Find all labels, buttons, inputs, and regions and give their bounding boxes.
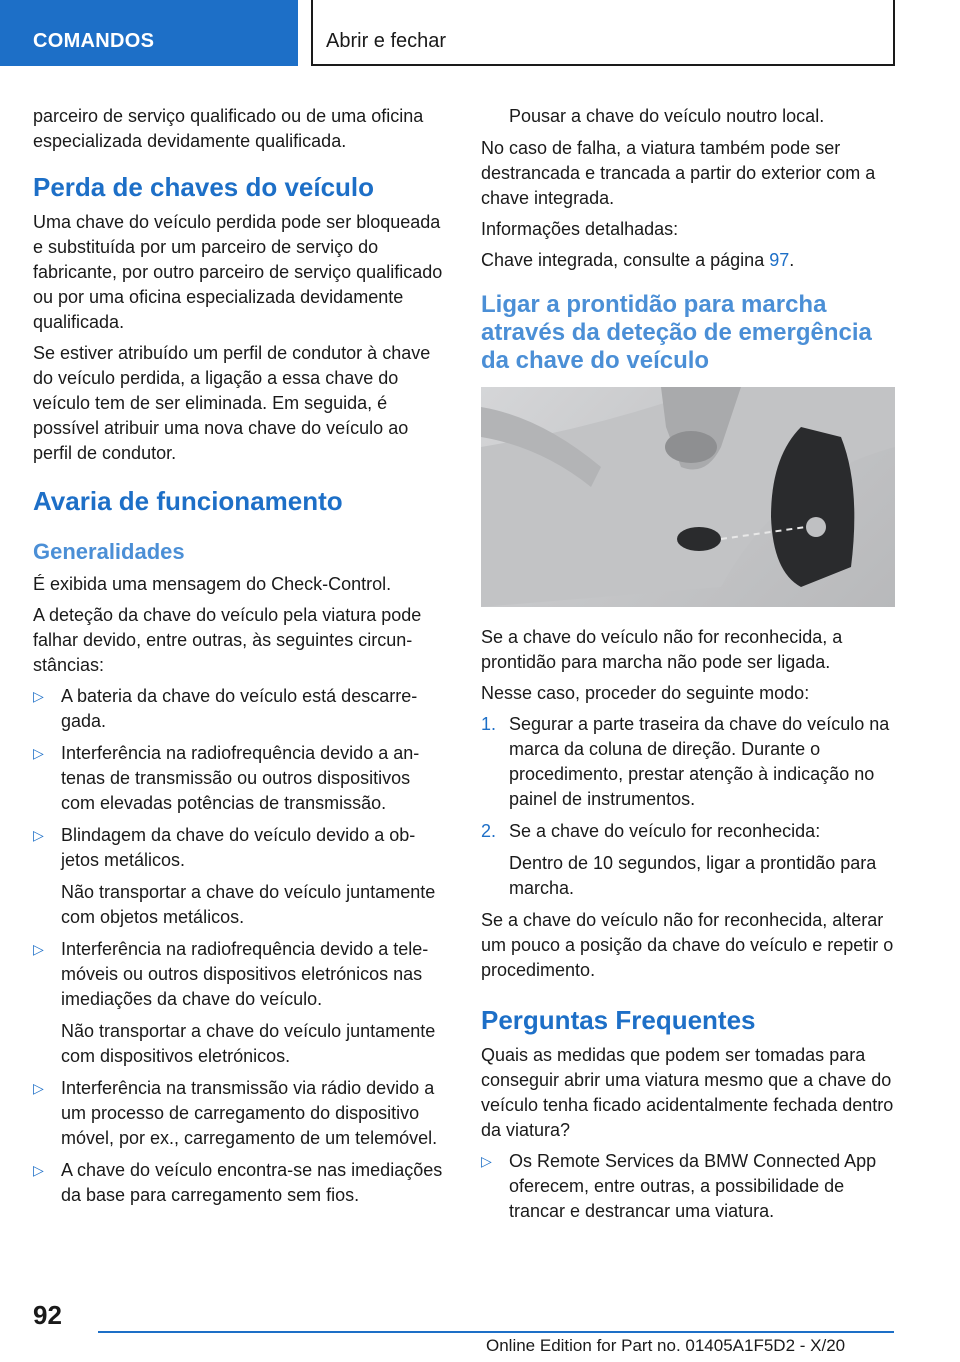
list-item: ▷ Os Remote Services da BMW Connected App oferecem, entre outras, a possibilidade de trancar e destrancar uma viatura. [481,1151,877,1221]
list-item: ▷ Interferência na radiofrequência devido a telemóveis ou outros dispositivos eletrónicos nas imediações da chave do veículo. [33,939,429,1009]
step-item: 2. Se a chave do veículo for reconhecida: [481,819,895,844]
emergency-paragraph-2: Nesse caso, proceder do seguinte modo: [481,683,810,703]
section-label: COMANDOS [33,30,155,52]
step-number: 2. [481,821,497,841]
list-item-continuation: Não transportar a chave do veículo juntamente com dispositivos eletrónicos. [61,1021,436,1066]
list-item-continuation: Pousar a chave do veículo noutro local. [509,106,825,126]
triangle-bullet-icon: ▷ [33,941,44,957]
heading-faq: Perguntas Frequentes [481,1005,756,1035]
info-paragraph: Informações detalhadas: [481,219,679,239]
photo-illustration [481,387,895,607]
triangle-bullet-icon: ▷ [481,1153,492,1169]
intro-paragraph: parceiro de serviço qualificado ou de uma oficina especializada devidamente qualificada. [33,106,424,151]
general-paragraph-1: É exibida uma mensagem do Check-Control. [33,574,392,594]
emergency-paragraph-1: Se a chave do veículo não for reconhecida, a prontidão para marcha não pode ser ligada. [481,627,843,672]
page-link[interactable]: 97 [769,250,790,270]
triangle-bullet-icon: ▷ [33,827,44,843]
list-item-continuation: Não transportar a chave do veículo juntamente com objetos metálicos. [61,882,436,927]
footer-divider [98,1331,894,1333]
failure-paragraph: No caso de falha, a viatura também pode ser destrancada e trancada a partir do exterior com a chave integrada. [481,138,876,208]
faq-paragraph: Quais as medidas que podem ser tomadas para conseguir abrir uma viatura mesmo que a chave do veículo tenha ficado acidentalmente fechada dentro da viatura? [481,1045,894,1140]
steering-column-key-photo [481,387,895,607]
triangle-bullet-icon: ▷ [33,745,44,761]
heading-lost-keys: Perda de chaves do veículo [33,172,375,202]
triangle-bullet-icon: ▷ [33,688,44,704]
heading-emergency-detection: Ligar a prontidão para marcha através da deteção de emergência da chave do veículo [481,291,872,374]
header-divider-right [893,0,895,66]
emergency-paragraph-3: Se a chave do veículo não for reconhecida, alterar um pouco a posição da chave do veículo e repetir o procedimento. [481,910,894,980]
chapter-title: Abrir e fechar [326,30,447,52]
list-item: ▷ Blindagem da chave do veículo devido a objetos metálicos. [33,825,416,870]
right-column [481,104,895,1231]
list-item: ▷ Interferência na radiofrequência devido a antenas de transmissão ou outros dispositivos com elevadas potências de transmissão. [33,743,420,813]
triangle-bullet-icon: ▷ [33,1162,44,1178]
list-item: ▷ A chave do veículo encontra-se nas imediações da base para carregamento sem fios. [33,1160,443,1205]
header-divider-bottom [311,64,895,66]
section-tab [0,0,298,66]
lost-paragraph-2: Se estiver atribuído um perfil de condutor à chave do veículo perdida, a ligação a essa chave do veículo tem de ser eliminada. Em seguida, é possível atribuir uma nova chave do veículo ao perfil de condutor. [33,343,431,463]
step-item: 1. Segurar a parte traseira da chave do veículo na marca da coluna de direção. Durante o procedimento, prestar atenção à indicação no painel de instrumentos. [481,714,890,809]
list-item: ▷ A bateria da chave do veículo está descarregada. [33,686,418,731]
heading-malfunction: Avaria de funcionamento [33,486,343,516]
list-item: ▷ Interferência na transmissão via rádio devido a um processo de carregamento do dispositivo móvel, por ex., carregamento de um telemóvel. [33,1078,438,1148]
step-number: 1. [481,714,497,734]
page-number: 92 [33,1300,62,1330]
edition-note: Online Edition for Part no. 01405A1F5D2 - X/20 [486,1336,846,1355]
left-column [33,104,447,1215]
header-divider-left [311,0,313,66]
step-continuation: Dentro de 10 segundos, ligar a prontidão para marcha. [509,853,877,898]
heading-general: Generalidades [33,539,185,564]
reference-paragraph: Chave integrada, consulte a página 97. [481,250,795,270]
triangle-bullet-icon: ▷ [33,1080,44,1096]
general-paragraph-2: A deteção da chave do veículo pela viatura pode falhar devido, entre outras, às seguintes circunstâncias: [33,605,422,675]
lost-paragraph-1: Uma chave do veículo perdida pode ser bloqueada e substituída por um parceiro de serviço do fabricante, por outro parceiro de serviço qualificado ou por uma oficina especializada devidamente qualificada. [33,212,443,332]
